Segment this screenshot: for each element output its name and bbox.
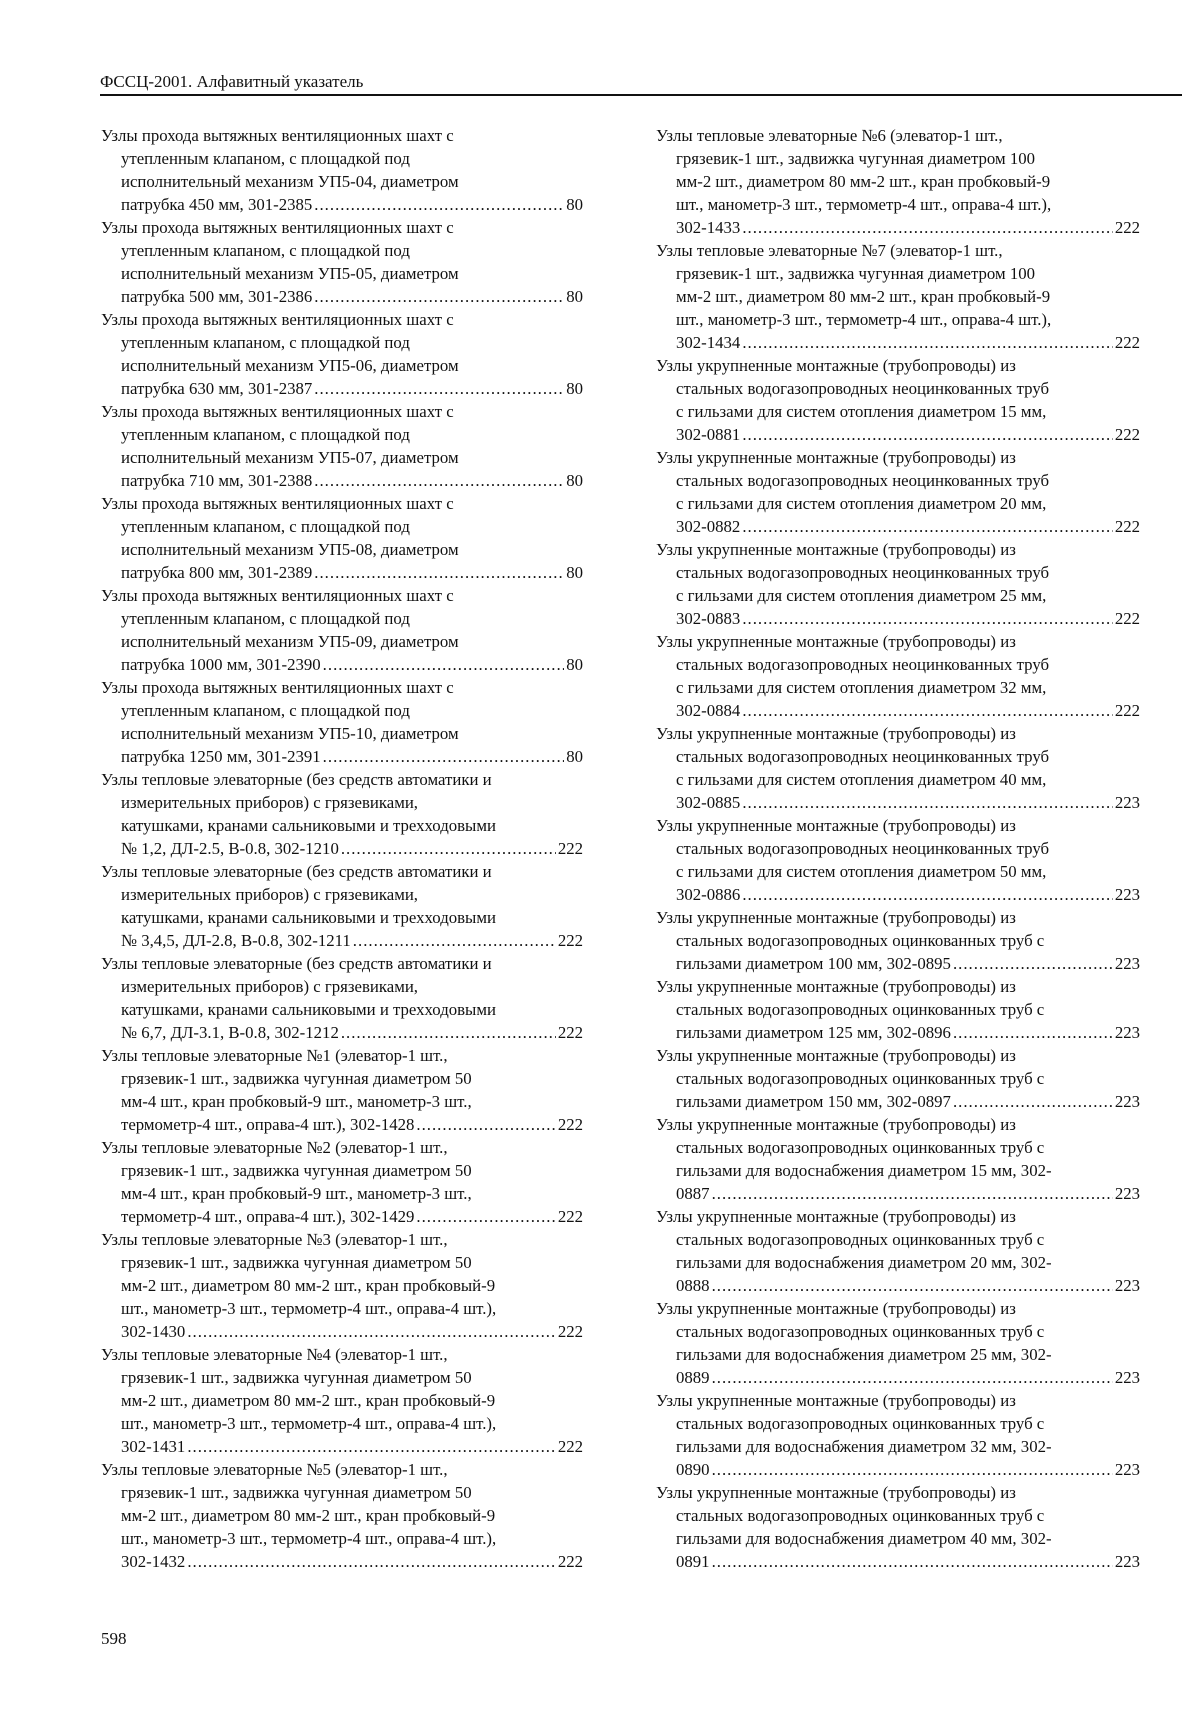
index-entry-text: Узлы укрупненные монтажные (трубопроводы) из <box>656 1299 1016 1318</box>
index-entry-page: 222 <box>1114 425 1140 444</box>
index-entry-text: грязевик-1 шт., задвижка чугунная диаметром 50 <box>121 1069 472 1088</box>
index-entry-text: утепленным клапаном, с площадкой под <box>121 517 410 536</box>
dot-leader <box>742 515 1113 538</box>
index-entry <box>656 354 1140 446</box>
dot-leader <box>742 699 1113 722</box>
index-entry-text: Узлы прохода вытяжных вентиляционных шахт с <box>101 494 454 513</box>
index-entry-text: № 1,2, ДЛ-2.5, В-0.8, 302-1210 <box>121 839 339 858</box>
index-entry-page: 222 <box>1114 333 1140 352</box>
index-entry-last-line <box>101 745 583 768</box>
dot-leader <box>314 561 564 584</box>
index-entry-text: стальных водогазопроводных оцинкованных труб с <box>676 1069 1045 1088</box>
index-entry <box>656 538 1140 630</box>
index-entry <box>656 1481 1140 1573</box>
page-header <box>100 72 1182 96</box>
index-entry-last-line <box>101 653 583 676</box>
header-title: ФССЦ-2001. Алфавитный указатель <box>100 72 364 91</box>
index-entry-text: измерительных приборов) с грязевиками, <box>121 793 418 812</box>
index-entry <box>656 722 1140 814</box>
dot-leader <box>187 1320 556 1343</box>
index-entry-page: 223 <box>1114 885 1140 904</box>
index-entry-last-line <box>101 1205 583 1228</box>
index-entry <box>656 124 1140 239</box>
index-entry-text: Узлы прохода вытяжных вентиляционных шахт с <box>101 678 454 697</box>
index-entry <box>101 492 583 584</box>
index-entry-text: измерительных приборов) с грязевиками, <box>121 977 418 996</box>
index-entry-text: патрубка 710 мм, 301-2388 <box>121 471 313 490</box>
index-entry-text: стальных водогазопроводных неоцинкованных труб <box>676 563 1050 582</box>
index-entry <box>656 1044 1140 1113</box>
index-entry-page: 222 <box>557 1207 583 1226</box>
index-entry <box>101 400 583 492</box>
index-entry-page: 223 <box>1114 793 1140 812</box>
index-entry-text: гильзами для водоснабжения диаметром 15 мм, 302- <box>676 1161 1052 1180</box>
dot-leader <box>953 952 1113 975</box>
index-entry <box>656 239 1140 354</box>
index-entry-text: с гильзами для систем отопления диаметром 20 мм, <box>676 494 1047 513</box>
index-entry <box>656 1205 1140 1297</box>
dot-leader <box>742 607 1113 630</box>
index-entry-text: исполнительный механизм УП5-07, диаметром <box>121 448 459 467</box>
index-entry-last-line <box>656 331 1140 354</box>
dot-leader <box>712 1274 1113 1297</box>
index-entry-text: стальных водогазопроводных оцинкованных труб с <box>676 931 1045 950</box>
index-entry-text: Узлы тепловые элеваторные №4 (элеватор-1 шт., <box>101 1345 448 1364</box>
index-entry-text: патрубка 500 мм, 301-2386 <box>121 287 313 306</box>
index-entry <box>656 630 1140 722</box>
index-entry-text: Узлы укрупненные монтажные (трубопроводы) из <box>656 1483 1016 1502</box>
dot-leader <box>953 1021 1113 1044</box>
index-entry-last-line <box>656 1550 1140 1573</box>
index-entry-text: шт., манометр-3 шт., термометр-4 шт., оправа-4 шт.), <box>121 1299 497 1318</box>
index-entry-text: № 6,7, ДЛ-3.1, В-0.8, 302-1212 <box>121 1023 339 1042</box>
dot-leader <box>742 423 1113 446</box>
index-entry-text: гильзами для водоснабжения диаметром 40 мм, 302- <box>676 1529 1052 1548</box>
index-entry-text: исполнительный механизм УП5-08, диаметром <box>121 540 459 559</box>
dot-leader <box>712 1550 1113 1573</box>
index-entry-last-line <box>101 1550 583 1573</box>
index-entry-text: мм-2 шт., диаметром 80 мм-2 шт., кран пробковый-9 <box>676 172 1051 191</box>
dot-leader <box>416 1113 555 1136</box>
index-entry <box>101 308 583 400</box>
index-entry-last-line <box>656 1274 1140 1297</box>
index-entry-last-line <box>656 607 1140 630</box>
index-entry <box>101 584 583 676</box>
index-entry <box>101 1343 583 1458</box>
index-entry <box>101 676 583 768</box>
index-entry-text: 302-1432 <box>121 1552 186 1571</box>
index-entry-text: стальных водогазопроводных оцинкованных труб с <box>676 1000 1045 1019</box>
index-column-left <box>101 124 583 1573</box>
index-entry-text: с гильзами для систем отопления диаметром 50 мм, <box>676 862 1047 881</box>
dot-leader <box>314 285 564 308</box>
index-entry-text: Узлы тепловые элеваторные №5 (элеватор-1 шт., <box>101 1460 448 1479</box>
index-entry-text: утепленным клапаном, с площадкой под <box>121 241 410 260</box>
index-entry-page: 223 <box>1114 1368 1140 1387</box>
index-entry-text: Узлы тепловые элеваторные №3 (элеватор-1 шт., <box>101 1230 448 1249</box>
index-entry-text: грязевик-1 шт., задвижка чугунная диаметром 50 <box>121 1253 472 1272</box>
index-entry-text: исполнительный механизм УП5-06, диаметром <box>121 356 459 375</box>
index-entry-text: мм-2 шт., диаметром 80 мм-2 шт., кран пробковый-9 <box>121 1506 496 1525</box>
dot-leader <box>341 1021 556 1044</box>
index-entry <box>656 1297 1140 1389</box>
index-entry-text: 302-0883 <box>676 609 741 628</box>
index-entry <box>656 814 1140 906</box>
index-entry-text: стальных водогазопроводных неоцинкованных труб <box>676 379 1050 398</box>
index-entry-text: стальных водогазопроводных оцинкованных труб с <box>676 1506 1045 1525</box>
index-entry-text: 302-1433 <box>676 218 741 237</box>
index-entry <box>101 1228 583 1343</box>
index-entry-text: 302-0885 <box>676 793 741 812</box>
dot-leader <box>742 216 1113 239</box>
index-entry-page: 80 <box>566 471 583 490</box>
index-entry-page: 222 <box>557 839 583 858</box>
index-entry-last-line <box>101 929 583 952</box>
index-entry-text: Узлы укрупненные монтажные (трубопроводы) из <box>656 908 1016 927</box>
index-entry-text: стальных водогазопроводных неоцинкованных труб <box>676 747 1050 766</box>
index-entry-text: 0890 <box>676 1460 710 1479</box>
index-entry-page: 222 <box>557 1552 583 1571</box>
index-entry <box>656 1113 1140 1205</box>
index-entry <box>656 446 1140 538</box>
index-entry-text: шт., манометр-3 шт., термометр-4 шт., оправа-4 шт.), <box>676 310 1052 329</box>
index-entry-page: 223 <box>1114 1552 1140 1571</box>
index-entry-text: катушками, кранами сальниковыми и трехходовыми <box>121 908 496 927</box>
index-entry-last-line <box>656 1458 1140 1481</box>
index-entry-last-line <box>101 469 583 492</box>
index-entry-last-line <box>656 1182 1140 1205</box>
index-entry-last-line <box>101 285 583 308</box>
index-entry-text: гильзами диаметром 150 мм, 302-0897 <box>676 1092 951 1111</box>
index-entry-text: патрубка 630 мм, 301-2387 <box>121 379 313 398</box>
index-entry-text: патрубка 1250 мм, 301-2391 <box>121 747 321 766</box>
index-entry <box>101 124 583 216</box>
index-entry-text: мм-4 шт., кран пробковый-9 шт., манометр-3 шт., <box>121 1184 472 1203</box>
index-entry-text: Узлы укрупненные монтажные (трубопроводы) из <box>656 540 1016 559</box>
index-entry-text: стальных водогазопроводных оцинкованных труб с <box>676 1230 1045 1249</box>
index-entry-last-line <box>656 216 1140 239</box>
index-entry-text: Узлы укрупненные монтажные (трубопроводы) из <box>656 1207 1016 1226</box>
index-entry <box>656 906 1140 975</box>
index-entry-text: грязевик-1 шт., задвижка чугунная диаметром 100 <box>676 149 1035 168</box>
index-entry-text: катушками, кранами сальниковыми и трехходовыми <box>121 1000 496 1019</box>
index-entry-text: утепленным клапаном, с площадкой под <box>121 425 410 444</box>
index-entry-text: стальных водогазопроводных оцинкованных труб с <box>676 1414 1045 1433</box>
index-entry-text: мм-2 шт., диаметром 80 мм-2 шт., кран пробковый-9 <box>121 1276 496 1295</box>
index-entry-page: 80 <box>566 287 583 306</box>
index-entry-text: Узлы тепловые элеваторные №7 (элеватор-1 шт., <box>656 241 1003 260</box>
index-entry-text: с гильзами для систем отопления диаметром 40 мм, <box>676 770 1047 789</box>
index-column-right <box>656 124 1140 1573</box>
dot-leader <box>314 469 564 492</box>
index-entry-text: исполнительный механизм УП5-09, диаметром <box>121 632 459 651</box>
index-entry-text: с гильзами для систем отопления диаметром 25 мм, <box>676 586 1047 605</box>
index-entry-text: 302-1434 <box>676 333 741 352</box>
dot-leader <box>953 1090 1113 1113</box>
index-entry-text: гильзами для водоснабжения диаметром 20 мм, 302- <box>676 1253 1052 1272</box>
index-entry-text: Узлы тепловые элеваторные (без средств автоматики и <box>101 862 492 881</box>
index-entry-page: 80 <box>566 195 583 214</box>
dot-leader <box>323 745 565 768</box>
index-entry-page: 80 <box>566 655 583 674</box>
index-entry-last-line <box>656 883 1140 906</box>
index-entry-text: термометр-4 шт., оправа-4 шт.), 302-1429 <box>121 1207 415 1226</box>
index-entry-text: стальных водогазопроводных оцинкованных труб с <box>676 1138 1045 1157</box>
index-entry-text: измерительных приборов) с грязевиками, <box>121 885 418 904</box>
index-entry-page: 223 <box>1114 1023 1140 1042</box>
index-entry-text: Узлы укрупненные монтажные (трубопроводы) из <box>656 816 1016 835</box>
index-entry-page: 222 <box>1114 517 1140 536</box>
index-entry-text: шт., манометр-3 шт., термометр-4 шт., оправа-4 шт.), <box>121 1529 497 1548</box>
index-entry-text: Узлы прохода вытяжных вентиляционных шахт с <box>101 310 454 329</box>
index-entry-text: грязевик-1 шт., задвижка чугунная диаметром 50 <box>121 1368 472 1387</box>
index-entry-page: 222 <box>1114 218 1140 237</box>
index-entry-last-line <box>101 1021 583 1044</box>
index-entry-text: грязевик-1 шт., задвижка чугунная диаметром 100 <box>676 264 1035 283</box>
index-entry-text: 0891 <box>676 1552 710 1571</box>
dot-leader <box>742 883 1113 906</box>
index-entry-text: шт., манометр-3 шт., термометр-4 шт., оправа-4 шт.), <box>676 195 1052 214</box>
index-entry <box>101 216 583 308</box>
index-entry-last-line <box>101 1113 583 1136</box>
index-entry-text: гильзами для водоснабжения диаметром 32 мм, 302- <box>676 1437 1052 1456</box>
dot-leader <box>712 1182 1113 1205</box>
dot-leader <box>712 1458 1113 1481</box>
index-entry-text: катушками, кранами сальниковыми и трехходовыми <box>121 816 496 835</box>
index-entry-text: утепленным клапаном, с площадкой под <box>121 701 410 720</box>
index-entry-last-line <box>656 1366 1140 1389</box>
index-entry-text: Узлы тепловые элеваторные №6 (элеватор-1 шт., <box>656 126 1003 145</box>
index-entry-last-line <box>656 791 1140 814</box>
index-entry-last-line <box>656 952 1140 975</box>
index-entry-text: 302-0882 <box>676 517 741 536</box>
index-entry-text: 302-0884 <box>676 701 741 720</box>
index-entry-text: с гильзами для систем отопления диаметром 15 мм, <box>676 402 1047 421</box>
index-entry-last-line <box>656 699 1140 722</box>
index-entry-text: мм-2 шт., диаметром 80 мм-2 шт., кран пробковый-9 <box>121 1391 496 1410</box>
index-entry-text: утепленным клапаном, с площадкой под <box>121 333 410 352</box>
index-entry-text: 302-0881 <box>676 425 741 444</box>
index-entry-last-line <box>101 561 583 584</box>
index-entry-text: Узлы укрупненные монтажные (трубопроводы) из <box>656 1391 1016 1410</box>
dot-leader <box>742 791 1113 814</box>
index-entry-text: № 3,4,5, ДЛ-2.8, В-0.8, 302-1211 <box>121 931 351 950</box>
index-entry <box>101 1136 583 1228</box>
index-entry-text: 302-0886 <box>676 885 741 904</box>
index-entry-text: грязевик-1 шт., задвижка чугунная диаметром 50 <box>121 1161 472 1180</box>
index-entry-page: 222 <box>1114 609 1140 628</box>
index-entry-text: Узлы укрупненные монтажные (трубопроводы) из <box>656 1046 1016 1065</box>
index-entry <box>101 1458 583 1573</box>
index-entry-text: Узлы укрупненные монтажные (трубопроводы) из <box>656 724 1016 743</box>
dot-leader <box>742 331 1113 354</box>
dot-leader <box>323 653 565 676</box>
index-entry-text: Узлы прохода вытяжных вентиляционных шахт с <box>101 126 454 145</box>
index-entry-text: патрубка 800 мм, 301-2389 <box>121 563 313 582</box>
index-entry-page: 222 <box>557 1322 583 1341</box>
index-entry-text: стальных водогазопроводных неоцинкованных труб <box>676 471 1050 490</box>
index-entry-text: 302-1431 <box>121 1437 186 1456</box>
index-entry-page: 223 <box>1114 1184 1140 1203</box>
index-entry-text: 0887 <box>676 1184 710 1203</box>
index-entry-text: Узлы тепловые элеваторные №2 (элеватор-1 шт., <box>101 1138 448 1157</box>
index-entry-text: шт., манометр-3 шт., термометр-4 шт., оправа-4 шт.), <box>121 1414 497 1433</box>
index-entry-page: 223 <box>1114 1092 1140 1111</box>
index-entry-text: Узлы укрупненные монтажные (трубопроводы) из <box>656 356 1016 375</box>
index-entry-text: Узлы укрупненные монтажные (трубопроводы) из <box>656 977 1016 996</box>
dot-leader <box>341 837 556 860</box>
dot-leader <box>314 377 564 400</box>
index-entry-text: исполнительный механизм УП5-05, диаметром <box>121 264 459 283</box>
dot-leader <box>353 929 556 952</box>
index-entry-text: Узлы тепловые элеваторные №1 (элеватор-1 шт., <box>101 1046 448 1065</box>
dot-leader <box>416 1205 555 1228</box>
index-entry <box>656 1389 1140 1481</box>
dot-leader <box>712 1366 1113 1389</box>
index-entry-text: Узлы тепловые элеваторные (без средств автоматики и <box>101 770 492 789</box>
index-entry-text: мм-4 шт., кран пробковый-9 шт., манометр-3 шт., <box>121 1092 472 1111</box>
index-entry-page: 222 <box>557 1437 583 1456</box>
index-entry-text: мм-2 шт., диаметром 80 мм-2 шт., кран пробковый-9 <box>676 287 1051 306</box>
index-entry-last-line <box>656 1090 1140 1113</box>
index-entry-last-line <box>656 515 1140 538</box>
index-entry-text: Узлы укрупненные монтажные (трубопроводы) из <box>656 448 1016 467</box>
index-entry-last-line <box>101 193 583 216</box>
index-entry <box>101 860 583 952</box>
index-entry-text: грязевик-1 шт., задвижка чугунная диаметром 50 <box>121 1483 472 1502</box>
index-entry-last-line <box>101 1435 583 1458</box>
page-number: 598 <box>101 1629 127 1648</box>
index-entry-text: 0889 <box>676 1368 710 1387</box>
index-entry-text: с гильзами для систем отопления диаметром 32 мм, <box>676 678 1047 697</box>
index-entry-last-line <box>101 837 583 860</box>
index-entry <box>656 975 1140 1044</box>
dot-leader <box>187 1550 556 1573</box>
dot-leader <box>314 193 564 216</box>
index-entry-text: исполнительный механизм УП5-10, диаметром <box>121 724 459 743</box>
index-entry-page: 223 <box>1114 1460 1140 1479</box>
index-entry-text: 0888 <box>676 1276 710 1295</box>
index-entry-last-line <box>101 377 583 400</box>
index-entry <box>101 952 583 1044</box>
index-entry-text: стальных водогазопроводных оцинкованных труб с <box>676 1322 1045 1341</box>
index-entry-text: Узлы укрупненные монтажные (трубопроводы) из <box>656 632 1016 651</box>
index-entry-text: Узлы прохода вытяжных вентиляционных шахт с <box>101 402 454 421</box>
index-entry-text: Узлы тепловые элеваторные (без средств автоматики и <box>101 954 492 973</box>
index-entry-text: утепленным клапаном, с площадкой под <box>121 149 410 168</box>
index-entry-text: стальных водогазопроводных неоцинкованных труб <box>676 655 1050 674</box>
dot-leader <box>187 1435 556 1458</box>
index-entry-text: Узлы прохода вытяжных вентиляционных шахт с <box>101 218 454 237</box>
index-entry-text: патрубка 1000 мм, 301-2390 <box>121 655 321 674</box>
index-entry-page: 222 <box>557 931 583 950</box>
index-entry-text: гильзами диаметром 125 мм, 302-0896 <box>676 1023 951 1042</box>
index-entry <box>101 768 583 860</box>
index-entry-text: патрубка 450 мм, 301-2385 <box>121 195 313 214</box>
index-entry-text: Узлы укрупненные монтажные (трубопроводы) из <box>656 1115 1016 1134</box>
index-entry-text: утепленным клапаном, с площадкой под <box>121 609 410 628</box>
index-entry-page: 80 <box>566 747 583 766</box>
index-entry-last-line <box>656 423 1140 446</box>
index-entry-page: 222 <box>1114 701 1140 720</box>
index-entry-page: 223 <box>1114 1276 1140 1295</box>
index-entry-page: 80 <box>566 379 583 398</box>
index-entry-text: гильзами для водоснабжения диаметром 25 мм, 302- <box>676 1345 1052 1364</box>
index-entry-text: стальных водогазопроводных неоцинкованных труб <box>676 839 1050 858</box>
index-entry-text: гильзами диаметром 100 мм, 302-0895 <box>676 954 951 973</box>
index-entry-page: 222 <box>557 1115 583 1134</box>
index-entry-page: 223 <box>1114 954 1140 973</box>
index-entry-text: Узлы прохода вытяжных вентиляционных шахт с <box>101 586 454 605</box>
index-entry-page: 222 <box>557 1023 583 1042</box>
index-entry-text: термометр-4 шт., оправа-4 шт.), 302-1428 <box>121 1115 415 1134</box>
index-entry-last-line <box>101 1320 583 1343</box>
index-entry-page: 80 <box>566 563 583 582</box>
index-entry-text: 302-1430 <box>121 1322 186 1341</box>
index-entry-text: исполнительный механизм УП5-04, диаметром <box>121 172 459 191</box>
index-entry <box>101 1044 583 1136</box>
index-entry-last-line <box>656 1021 1140 1044</box>
